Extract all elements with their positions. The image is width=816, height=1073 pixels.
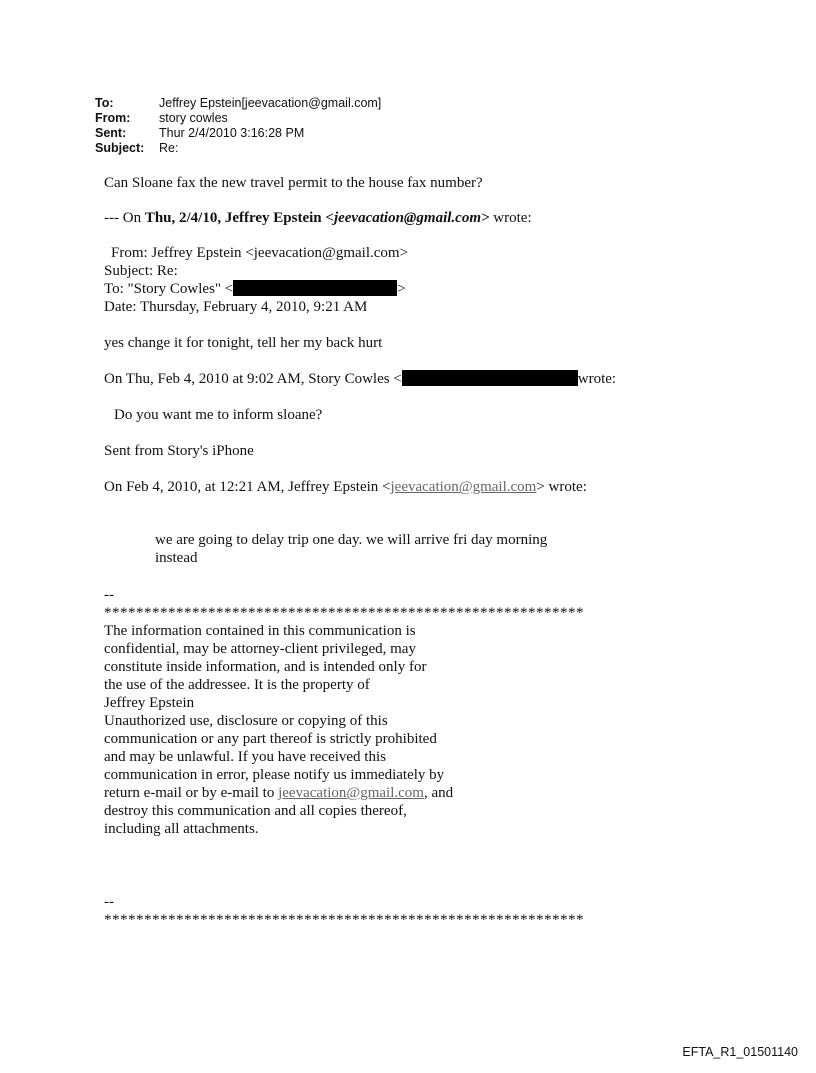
to-value: Jeffrey Epstein[jeevacation@gmail.com]: [159, 96, 382, 110]
disclaimer-line: confidential, may be attorney-client privileged, may: [104, 641, 416, 657]
fwd-to-suffix: >: [397, 281, 406, 297]
sent-label: Sent:: [95, 126, 127, 140]
disclaimer-line: Jeffrey Epstein: [104, 695, 195, 711]
email-link[interactable]: jeevacation@gmail.com: [390, 479, 537, 495]
quote-sender: Thu, 2/4/10, Jeffrey Epstein: [144, 210, 326, 226]
fwd-to-prefix: To: "Story Cowles" <: [104, 281, 234, 297]
reply-1: yes change it for tonight, tell her my back hurt: [104, 335, 383, 351]
document-id: EFTA_R1_01501140: [682, 1045, 798, 1059]
quote2-prefix: On Thu, Feb 4, 2010 at 9:02 AM, Story Cowles <: [104, 371, 402, 387]
signature-dash: --: [104, 587, 114, 603]
quote-header-2: [104, 370, 744, 388]
separator-stars: ************************************************************: [104, 605, 584, 621]
message-line: Can Sloane fax the new travel permit to the house fax number?: [104, 175, 483, 191]
to-label: To:: [95, 96, 114, 110]
disclaimer-email-link[interactable]: jeevacation@gmail.com: [278, 785, 424, 801]
original-line-1: we are going to delay trip one day. we will arrive fri day morning: [155, 532, 548, 548]
sent-row: [95, 126, 381, 141]
fwd-to: [104, 280, 744, 298]
signature-dash-2: --: [104, 894, 114, 910]
disclaimer-line: Unauthorized use, disclosure or copying of this: [104, 713, 388, 729]
quote-prefix: --- On: [104, 210, 145, 226]
from-label: From:: [95, 111, 131, 125]
quote-suffix: wrote:: [489, 210, 532, 226]
redaction-bar: [233, 280, 397, 296]
email-body: [104, 174, 744, 929]
quote-email: <jeevacation@gmail.com>: [325, 210, 490, 226]
from-row: [95, 111, 381, 126]
subject-row: [95, 141, 381, 156]
original-line-2: instead: [155, 550, 198, 566]
email-header: [95, 96, 381, 156]
subject-value: Re:: [159, 141, 179, 155]
fwd-date: Date: Thursday, February 4, 2010, 9:21 AM: [104, 299, 368, 315]
quote3-prefix: On Feb 4, 2010, at 12:21 AM, Jeffrey Epstein <: [104, 479, 391, 495]
quote-header-3: [104, 478, 744, 496]
disc-return-prefix: return e-mail or by e-mail to: [104, 785, 279, 801]
disclaimer-line: communication in error, please notify us immediately by: [104, 767, 445, 783]
subject-label: Subject:: [95, 141, 145, 155]
sent-from: Sent from Story's iPhone: [104, 443, 254, 459]
disclaimer-line: the use of the addressee. It is the property of: [104, 677, 370, 693]
separator-stars-2: ************************************************************: [104, 912, 584, 928]
disclaimer-line: constitute inside information, and is intended only for: [104, 659, 427, 675]
reply-2: Do you want me to inform sloane?: [114, 407, 323, 423]
disclaimer-return-line: [104, 784, 744, 802]
disclaimer-line: including all attachments.: [104, 821, 259, 837]
quote-header-1: [104, 209, 744, 227]
disclaimer-line: and may be unlawful. If you have received this: [104, 749, 386, 765]
disclaimer: [104, 622, 744, 838]
quote2-suffix: wrote:: [577, 371, 617, 387]
fwd-subject: Subject: Re:: [104, 263, 178, 279]
fwd-from: From: Jeffrey Epstein <jeevacation@gmail.com>: [111, 245, 409, 261]
quote3-suffix: > wrote:: [536, 479, 587, 495]
sent-value: Thur 2/4/2010 3:16:28 PM: [159, 126, 305, 140]
disclaimer-line: destroy this communication and all copies thereof,: [104, 803, 407, 819]
to-row: [95, 96, 381, 111]
redaction-bar: [402, 370, 578, 386]
disclaimer-line: The information contained in this communication is: [104, 623, 416, 639]
disc-return-suffix: , and: [423, 785, 454, 801]
disclaimer-line: communication or any part thereof is strictly prohibited: [104, 731, 437, 747]
from-value: story cowles: [159, 111, 228, 125]
